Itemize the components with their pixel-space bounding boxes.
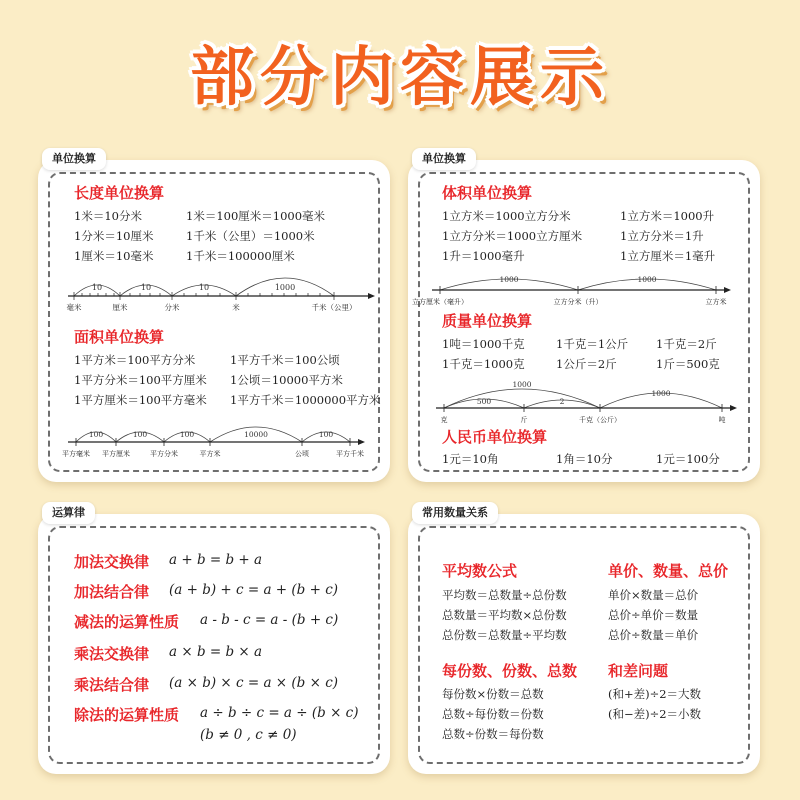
volume-row-2-col-1: 1立方分米＝1000立方厘米 bbox=[442, 229, 583, 243]
card-tag: 常用数量关系 bbox=[412, 502, 498, 524]
mass-tick-label-3: 千克（公斤） bbox=[579, 416, 621, 424]
mass-arc-label-1: 500 bbox=[476, 397, 492, 406]
card-tag: 单位换算 bbox=[412, 148, 476, 170]
unit-conversion-card-left bbox=[38, 152, 390, 482]
area-arc-label-2: 100 bbox=[132, 430, 148, 439]
area-tick-label-5: 公顷 bbox=[295, 450, 309, 458]
average-heading: 平均数公式 bbox=[442, 562, 518, 580]
mass-row-1-col-2: 1千克＝1公斤 bbox=[556, 337, 629, 351]
length-row-1-col-1: 1米＝10分米 bbox=[74, 209, 142, 223]
law-formula-5: (a × b) × c = a × (b × c) bbox=[169, 675, 339, 691]
mass-row-2-col-2: 1公斤＝2斤 bbox=[556, 357, 617, 371]
volume-tick-label-3: 立方米 bbox=[705, 298, 727, 306]
volume-heading: 体积单位换算 bbox=[442, 184, 533, 202]
law-label-4: 乘法交换律 bbox=[74, 645, 150, 663]
area-row-3-col-2: 1平方千米＝1000000平方米 bbox=[230, 393, 381, 407]
arithmetic-laws-card bbox=[38, 506, 390, 774]
mass-row-1-col-3: 1千克＝2斤 bbox=[656, 337, 717, 351]
length-row-3-col-2: 1千米＝100000厘米 bbox=[186, 249, 295, 263]
rmb-col-2: 1角＝10分 bbox=[556, 452, 613, 466]
area-row-3-col-1: 1平方厘米＝100平方毫米 bbox=[74, 393, 207, 407]
mass-row-2-col-1: 1千克＝1000克 bbox=[442, 357, 525, 371]
volume-row-3-col-1: 1升＝1000毫升 bbox=[442, 249, 525, 263]
law-formula-4: a × b = b × a bbox=[169, 644, 263, 660]
price-row-3: 总价÷数量＝单价 bbox=[608, 628, 699, 642]
volume-row-3-col-2: 1立方厘米＝1毫升 bbox=[620, 249, 716, 263]
banner-title: 部分内容展示 bbox=[190, 41, 610, 115]
price-heading: 单价、数量、总价 bbox=[608, 562, 729, 580]
rmb-heading: 人民币单位换算 bbox=[442, 428, 548, 446]
volume-arc-label-1: 1000 bbox=[499, 275, 519, 284]
length-row-2-col-2: 1千米（公里）＝1000米 bbox=[186, 229, 315, 243]
area-row-2-col-1: 1平方分米＝100平方厘米 bbox=[74, 373, 207, 387]
mass-tick-label-4: 吨 bbox=[718, 416, 726, 424]
volume-row-1-col-1: 1立方米＝1000立方分米 bbox=[442, 209, 571, 223]
volume-number-line bbox=[412, 264, 752, 308]
volume-tick-label-2: 立方分米（升） bbox=[553, 298, 603, 306]
law-label-1: 加法交换律 bbox=[74, 553, 150, 571]
average-row-2: 总数量＝平均数×总份数 bbox=[442, 608, 567, 622]
area-heading: 面积单位换算 bbox=[74, 328, 165, 346]
length-row-1-col-2: 1米＝100厘米＝1000毫米 bbox=[186, 209, 326, 223]
area-tick-label-3: 平方分米 bbox=[150, 450, 178, 458]
law-label-3: 减法的运算性质 bbox=[74, 613, 180, 631]
mass-tick-label-1: 克 bbox=[440, 416, 448, 424]
average-row-3: 总份数＝总数量÷平均数 bbox=[442, 628, 567, 642]
law-formula-2: (a + b) + c = a + (b + c) bbox=[169, 582, 339, 598]
length-row-2-col-1: 1分米＝10厘米 bbox=[74, 229, 154, 243]
area-arc-label-4: 10000 bbox=[244, 430, 268, 439]
length-tick-label-5: 千米（公里） bbox=[311, 303, 357, 312]
length-tick-label-3: 分米 bbox=[164, 303, 180, 312]
mass-row-1-col-1: 1吨＝1000千克 bbox=[442, 337, 525, 351]
volume-row-1-col-2: 1立方米＝1000升 bbox=[620, 209, 715, 223]
length-arc-label-1: 10 bbox=[91, 283, 103, 292]
law-label-5: 乘法结合律 bbox=[74, 676, 150, 694]
area-tick-label-6: 平方千米 bbox=[336, 450, 364, 458]
area-row-2-col-2: 1公顷＝10000平方米 bbox=[230, 373, 343, 387]
length-tick-label-4: 米 bbox=[232, 303, 240, 312]
sum-diff-heading: 和差问题 bbox=[608, 662, 669, 680]
law-formula-1: a + b = b + a bbox=[169, 552, 263, 568]
law-formula-6: a ÷ b ÷ c = a ÷ (b × c) bbox=[200, 705, 359, 721]
area-row-1-col-2: 1平方千米＝100公顷 bbox=[230, 353, 340, 367]
mass-row-2-col-3: 1斤＝500克 bbox=[656, 357, 720, 371]
law-label-2: 加法结合律 bbox=[74, 583, 150, 601]
length-tick-label-1: 毫米 bbox=[66, 303, 82, 312]
area-arc-label-1: 100 bbox=[88, 430, 104, 439]
length-arc-label-3: 10 bbox=[198, 283, 210, 292]
sum-diff-row-2: (和−差)÷2＝小数 bbox=[608, 707, 702, 721]
length-number-line bbox=[62, 264, 382, 314]
quantity-relations-card bbox=[408, 506, 760, 774]
card-tag: 单位换算 bbox=[42, 148, 106, 170]
law-label-6: 除法的运算性质 bbox=[74, 706, 180, 724]
portion-row-3: 总数÷份数＝每份数 bbox=[442, 727, 544, 741]
price-row-2: 总价÷单价＝数量 bbox=[608, 608, 699, 622]
average-row-1: 平均数＝总数量÷总份数 bbox=[442, 588, 567, 602]
mass-number-line bbox=[428, 374, 748, 426]
length-heading: 长度单位换算 bbox=[74, 184, 165, 202]
mass-arc-label-3: 1000 bbox=[512, 380, 532, 389]
portion-row-2: 总数÷每份数＝份数 bbox=[442, 707, 544, 721]
volume-arc-label-2: 1000 bbox=[637, 275, 657, 284]
area-tick-label-4: 平方米 bbox=[199, 450, 221, 458]
rmb-col-1: 1元＝10角 bbox=[442, 452, 499, 466]
mass-arc-label-4: 1000 bbox=[651, 389, 671, 398]
division-condition: (b ≠ 0 , c ≠ 0) bbox=[200, 727, 297, 743]
area-arc-label-5: 100 bbox=[318, 430, 334, 439]
area-row-1-col-1: 1平方米＝100平方分米 bbox=[74, 353, 196, 367]
area-tick-label-2: 平方厘米 bbox=[102, 450, 130, 458]
mass-arc-label-2: 2 bbox=[559, 397, 565, 406]
mass-heading: 质量单位换算 bbox=[442, 312, 533, 330]
price-row-1: 单价×数量＝总价 bbox=[608, 588, 699, 602]
length-tick-label-2: 厘米 bbox=[112, 303, 128, 312]
area-arc-label-3: 100 bbox=[179, 430, 195, 439]
law-formula-3: a - b - c = a - (b + c) bbox=[200, 612, 339, 628]
portion-row-1: 每份数×份数＝总数 bbox=[442, 687, 544, 701]
volume-tick-label-1: 立方厘米（毫升） bbox=[412, 298, 468, 306]
area-number-line bbox=[62, 412, 382, 460]
length-arc-label-4: 1000 bbox=[274, 283, 296, 292]
mass-tick-label-2: 斤 bbox=[520, 416, 528, 424]
portion-heading: 每份数、份数、总数 bbox=[442, 662, 578, 680]
rmb-col-3: 1元＝100分 bbox=[656, 452, 720, 466]
sum-diff-row-1: (和+差)÷2＝大数 bbox=[608, 687, 702, 701]
area-tick-label-1: 平方毫米 bbox=[62, 450, 90, 458]
length-arc-label-2: 10 bbox=[140, 283, 152, 292]
card-tag: 运算律 bbox=[42, 502, 95, 524]
unit-conversion-card-right bbox=[408, 152, 760, 482]
length-row-3-col-1: 1厘米＝10毫米 bbox=[74, 249, 154, 263]
volume-row-2-col-2: 1立方分米＝1升 bbox=[620, 229, 704, 243]
